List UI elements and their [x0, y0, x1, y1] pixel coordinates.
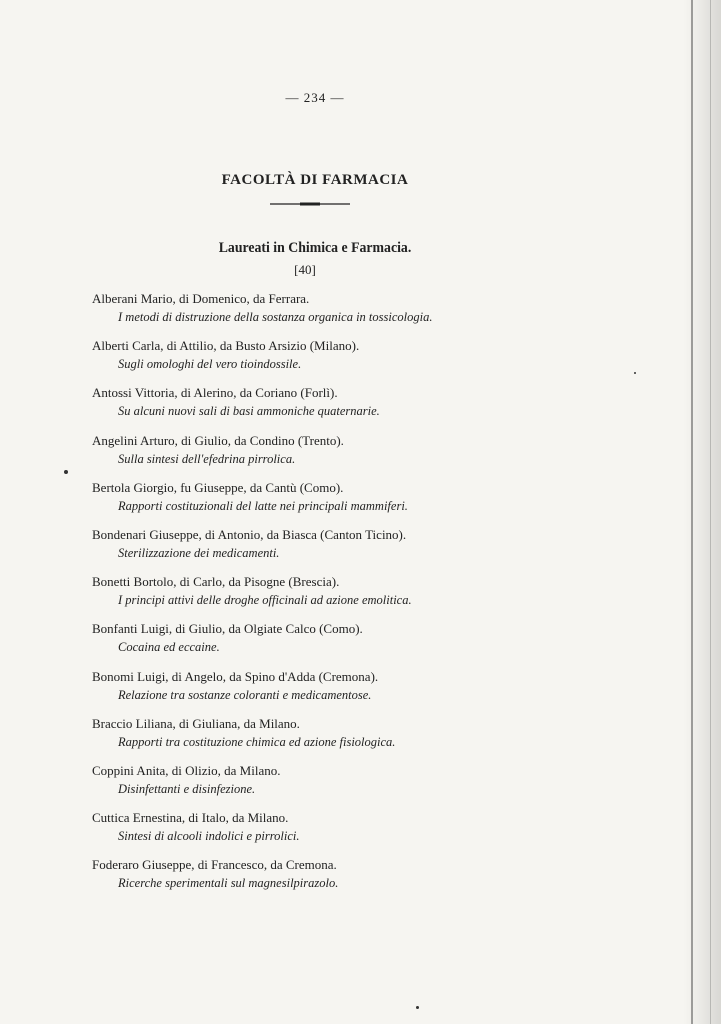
list-item — [92, 337, 612, 384]
subsection-title: Laureati in Chimica e Farmacia. — [218, 240, 412, 256]
graduate-name: Cuttica Ernestina, di Italo, da Milano. — [92, 810, 289, 826]
graduate-name: Bonfanti Luigi, di Giulio, da Olgiate Calco (Como). — [92, 621, 363, 637]
thesis-title: Sulla sintesi dell'efedrina pirrolica. — [118, 451, 296, 466]
graduate-name: Braccio Liliana, di Giuliana, da Milano. — [92, 715, 300, 731]
page-number: — 234 — — [285, 90, 345, 105]
thesis-title: Su alcuni nuovi sali di basi ammoniche quaternarie. — [118, 404, 380, 419]
list-item — [92, 526, 612, 573]
graduate-list — [92, 290, 612, 903]
thesis-title: Rapporti costituzionali del latte nei principali mammiferi. — [118, 498, 408, 513]
thesis-title: Disinfettanti e disinfezione. — [118, 781, 256, 796]
thesis-title: I metodi di distruzione della sostanza organica in tossicologia. — [118, 310, 433, 324]
list-item — [92, 573, 612, 620]
graduate-name: Foderaro Giuseppe, di Francesco, da Cremona. — [92, 857, 337, 873]
list-item — [92, 479, 612, 526]
list-item — [92, 290, 612, 337]
graduate-count: [40] — [294, 262, 316, 277]
thesis-title: Cocaina ed eccaine. — [118, 640, 220, 655]
graduate-name: Antossi Vittoria, di Alerino, da Coriano (Forlì). — [92, 385, 338, 401]
graduate-name: Bondenari Giuseppe, di Antonio, da Biasca (Canton Ticino). — [92, 526, 407, 542]
list-item — [92, 668, 612, 715]
graduate-name: Bonomi Luigi, di Angelo, da Spino d'Adda (Cremona). — [92, 668, 379, 684]
graduate-name: Bonetti Bortolo, di Carlo, da Pisogne (Brescia). — [92, 574, 340, 590]
graduate-name: Bertola Giorgio, fu Giuseppe, da Cantù (Como). — [92, 479, 344, 495]
section-title: FACOLTÀ DI FARMACIA — [221, 172, 409, 188]
ink-speck — [64, 470, 68, 474]
page-edge-shadow — [683, 0, 721, 1024]
list-item — [92, 856, 612, 903]
list-item — [92, 384, 612, 431]
thesis-title: Sterilizzazione dei medicamenti. — [118, 545, 280, 560]
graduate-name: Alberani Mario, di Domenico, da Ferrara. — [92, 291, 310, 306]
thesis-title: Ricerche sperimentali sul magnesilpirazolo. — [118, 876, 339, 891]
page-edge-line — [691, 0, 693, 1024]
list-item — [92, 432, 612, 479]
list-item — [92, 762, 612, 809]
page-edge-line-outer — [710, 0, 711, 1024]
graduate-name: Alberti Carla, di Attilio, da Busto Arsizio (Milano). — [92, 338, 360, 354]
thesis-title: I principi attivi delle droghe officinali ad azione emolitica. — [118, 593, 412, 608]
list-item — [92, 715, 612, 762]
thesis-title: Sugli omologhi del vero tioindossile. — [118, 357, 302, 372]
thesis-title: Relazione tra sostanze coloranti e medicamentose. — [118, 687, 372, 702]
thesis-title: Sintesi di alcooli indolici e pirrolici. — [118, 829, 300, 844]
graduate-name: Angelini Arturo, di Giulio, da Condino (Trento). — [92, 432, 344, 448]
graduate-name: Coppini Anita, di Olizio, da Milano. — [92, 762, 281, 778]
thesis-title: Rapporti tra costituzione chimica ed azione fisiologica. — [118, 734, 396, 749]
title-ornament-rule — [270, 202, 350, 206]
list-item — [92, 620, 612, 667]
ink-speck — [634, 372, 636, 374]
list-item — [92, 809, 612, 856]
ink-speck — [416, 1006, 419, 1009]
